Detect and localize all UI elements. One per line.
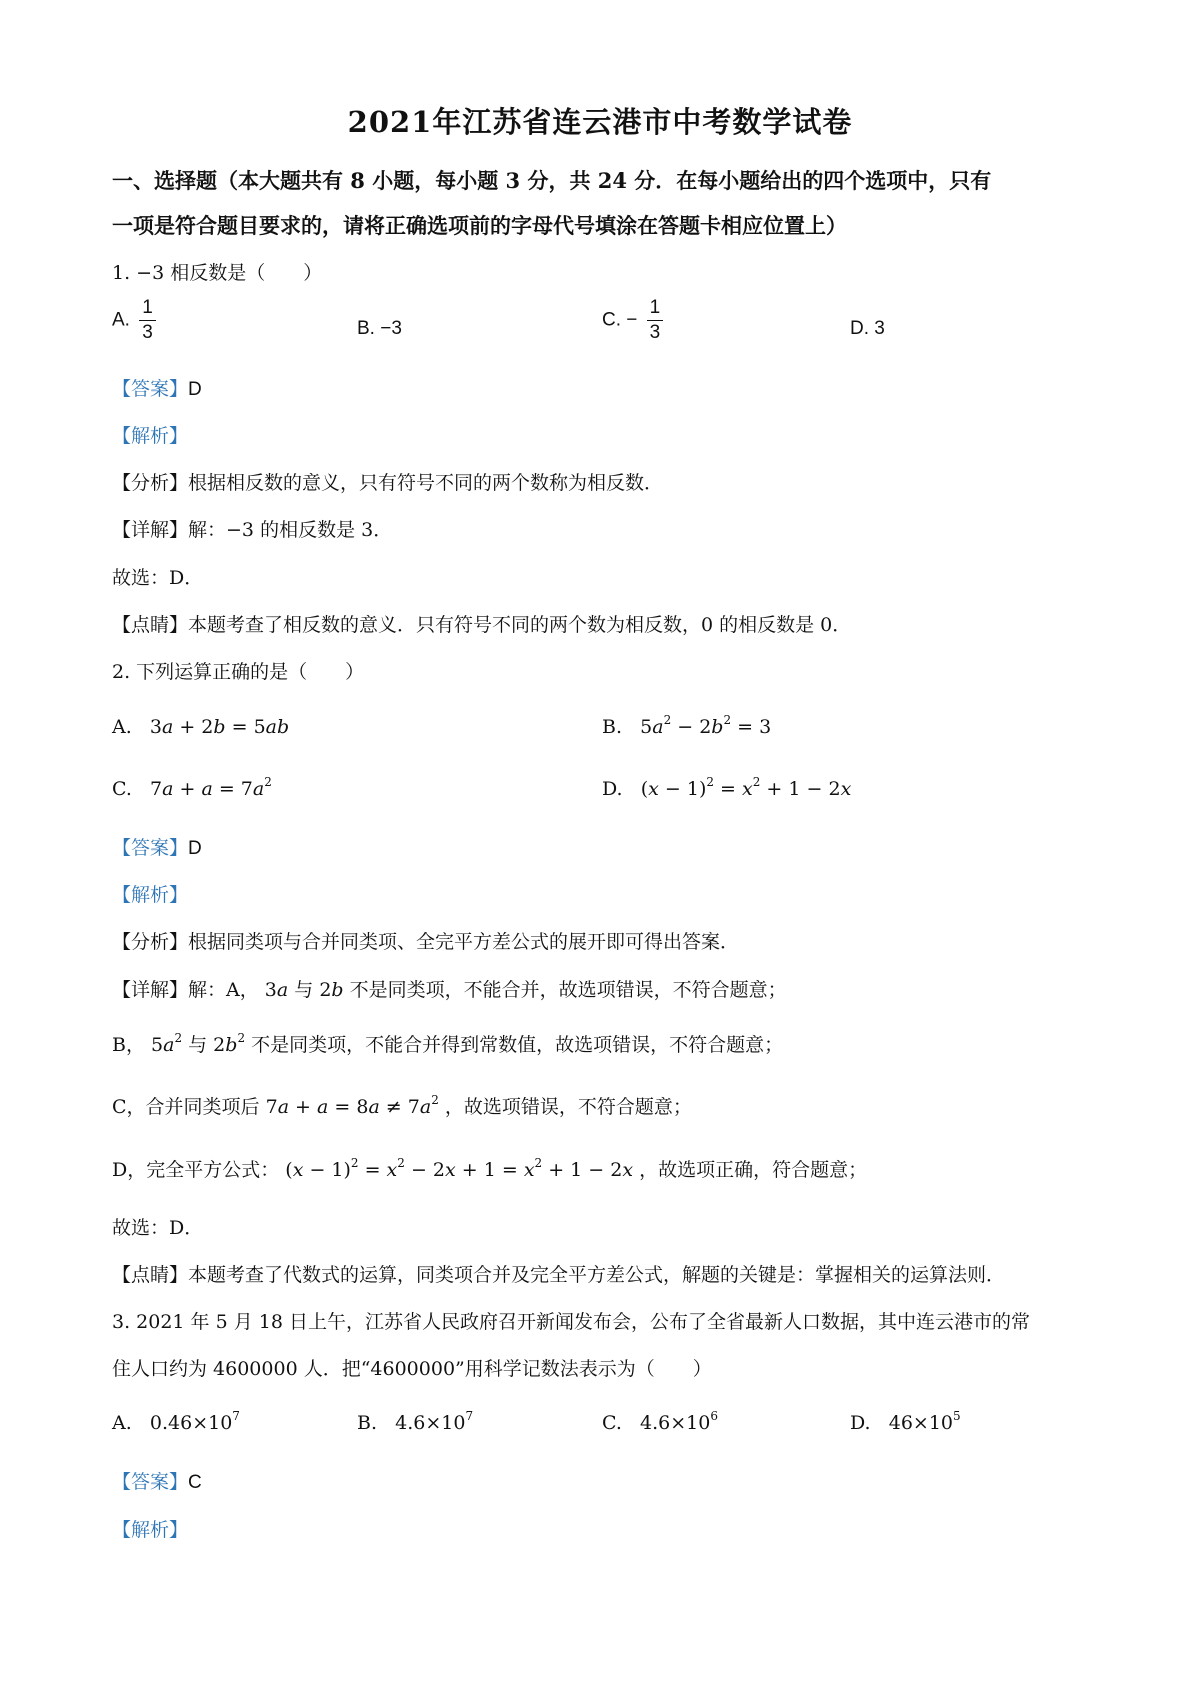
q3-stem-line1: 3. 2021 年 5 月 18 日上午，江苏省人民政府召开新闻发布会，公布了全省最新人口数据，其中连云港市的常	[112, 1311, 1030, 1333]
q2-guxuan: 故选：D．	[112, 1217, 204, 1239]
q1-dianjing: 【点睛】本题考查了相反数的意义．只有符号不同的两个数为相反数，0 的相反数是 0．	[112, 614, 852, 636]
q1-fenxi: 【分析】根据相反数的意义，只有符号不同的两个数称为相反数．	[112, 472, 664, 494]
q3-option-c: C. $4.6\times 10^6$	[602, 1409, 718, 1434]
q1-stem: 1. −3 相反数是（ ）	[112, 262, 323, 284]
q1-option-a-fraction: $\frac{1}{3}$	[139, 296, 156, 345]
section-heading-line1: 一、选择题（本大题共有 8 小题，每小题 3 分，共 24 分．在每小题给出的四个选项中，只有	[112, 168, 992, 193]
q3-option-d: D. $46\times 10^5$	[850, 1409, 961, 1434]
q3-option-a: A. $0.46\times 10^7$	[112, 1409, 240, 1434]
q2-fenxi: 【分析】根据同类项与合并同类项、全完平方差公式的展开即可得出答案．	[112, 931, 740, 953]
q2-option-c-formula: $7a + a = 7a^2$	[150, 775, 272, 800]
q2-stem: 2. 下列运算正确的是（ ）	[112, 661, 365, 683]
q2-dianjing: 【点睛】本题考查了代数式的运算，同类项合并及完全平方差公式，解题的关键是：掌握相关的运算法则．	[112, 1264, 1006, 1286]
q1-option-a: A. $\frac{1}{3}$	[112, 296, 160, 345]
q1-answer: 【答案】D	[112, 378, 202, 400]
q3-analysis-label: 【解析】	[112, 1519, 189, 1541]
q2-answer: 【答案】D	[112, 837, 202, 859]
q2-option-d-formula: $(x - 1)^2 = x^2 + 1 - 2x$	[640, 775, 852, 800]
q2-xiangjie-d: D，完全平方公式： $(x - 1)^2 = x^2 - 2x + 1 = x^2 + 1 - 2x$ ，故选项正确，符合题意；	[112, 1156, 868, 1181]
q1-guxuan: 故选：D．	[112, 567, 204, 589]
q3-answer: 【答案】C	[112, 1471, 202, 1493]
q2-option-d: D. $(x - 1)^2 = x^2 + 1 - 2x$	[602, 775, 852, 800]
q2-option-b-formula: $5a^2 - 2b^2 = 3$	[640, 713, 772, 738]
q1-option-c: C. − $\frac{1}{3}$	[602, 296, 667, 345]
q2-xiangjie-a: 【详解】解：A， 3a 与 2b 不是同类项，不能合并，故选项错误，不符合题意；	[112, 979, 787, 1001]
q2-option-c: C. $7a + a = 7a^2$	[112, 775, 272, 800]
q2-xiangjie-b: B， $5a^2$ 与 $2b^2$ 不是同类项，不能合并得到常数值，故选项错误，不符合题意；	[112, 1031, 784, 1056]
q2-option-b: B. $5a^2 - 2b^2 = 3$	[602, 713, 772, 738]
q1-option-c-fraction: $\frac{1}{3}$	[647, 296, 664, 345]
q1-analysis-label: 【解析】	[112, 425, 189, 447]
q3-stem-line2: 住人口约为 4600000 人．把“4600000”用科学记数法表示为（ ）	[112, 1358, 712, 1380]
q2-xiangjie-c: C，合并同类项后 $7a + a = 8a \ne 7a^2$ ，故选项错误，不符合题意；	[112, 1093, 692, 1118]
q1-xiangjie: 【详解】解：−3 的相反数是 3．	[112, 519, 393, 541]
q3-option-b: B. $4.6\times 10^7$	[357, 1409, 474, 1434]
section-heading-line2: 一项是符合题目要求的，请将正确选项前的字母代号填涂在答题卡相应位置上）	[112, 213, 847, 238]
q2-option-a: A. 3a + 2b = 5ab	[112, 716, 290, 738]
q2-analysis-label: 【解析】	[112, 884, 189, 906]
q1-option-b: B. −3	[357, 318, 402, 339]
q2-option-a-formula: 3a + 2b = 5ab	[149, 716, 290, 738]
page-title: 2021年江苏省连云港市中考数学试卷	[347, 105, 853, 139]
q1-option-d: D. 3	[850, 318, 885, 339]
